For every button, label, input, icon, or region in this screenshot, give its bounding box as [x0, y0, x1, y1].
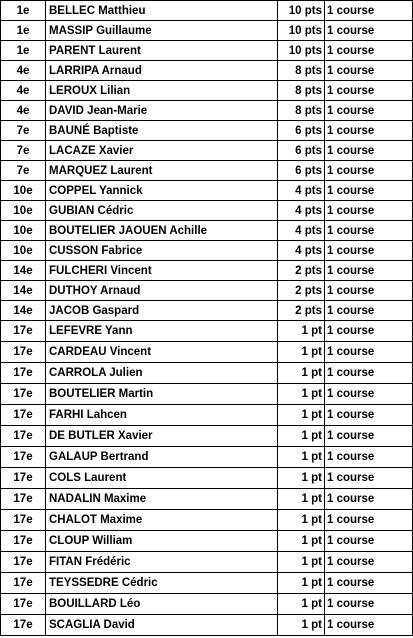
points-cell: 1 pt: [278, 426, 325, 447]
table-row: [1, 261, 413, 281]
name-cell: CLOUP William: [46, 531, 278, 552]
races-cell: 1 course: [325, 468, 413, 489]
name-cell: FITAN Frédéric: [46, 552, 278, 573]
rank-cell: 17e: [1, 321, 46, 342]
name-cell: MARQUEZ Laurent: [46, 161, 278, 181]
points-cell: 1 pt: [278, 363, 325, 384]
table-row: [1, 141, 413, 161]
table-row: [1, 342, 413, 363]
races-cell: 1 course: [325, 201, 413, 221]
points-cell: 10 pts: [278, 1, 325, 21]
table-row: [1, 468, 413, 489]
races-cell: 1 course: [325, 81, 413, 101]
points-cell: 1 pt: [278, 489, 325, 510]
races-cell: 1 course: [325, 615, 413, 636]
name-cell: LEROUX Lilian: [46, 81, 278, 101]
table-row: [1, 384, 413, 405]
rank-cell: 17e: [1, 510, 46, 531]
table-row: [1, 21, 413, 41]
points-cell: 1 pt: [278, 552, 325, 573]
table-row: [1, 161, 413, 181]
rank-cell: 4e: [1, 81, 46, 101]
name-cell: CARROLA Julien: [46, 363, 278, 384]
points-cell: 6 pts: [278, 141, 325, 161]
name-cell: CUSSON Fabrice: [46, 241, 278, 261]
name-cell: DE BUTLER Xavier: [46, 426, 278, 447]
name-cell: NADALIN Maxime: [46, 489, 278, 510]
table-row: [1, 221, 413, 241]
table-row: [1, 181, 413, 201]
races-cell: 1 course: [325, 21, 413, 41]
races-cell: 1 course: [325, 241, 413, 261]
races-cell: 1 course: [325, 405, 413, 426]
rank-cell: 1e: [1, 1, 46, 21]
races-cell: 1 course: [325, 552, 413, 573]
points-cell: 4 pts: [278, 201, 325, 221]
rank-cell: 17e: [1, 531, 46, 552]
rank-cell: 10e: [1, 221, 46, 241]
table-row: [1, 594, 413, 615]
points-cell: 1 pt: [278, 594, 325, 615]
name-cell: MASSIP Guillaume: [46, 21, 278, 41]
points-cell: 1 pt: [278, 405, 325, 426]
name-cell: BOUTELIER Martin: [46, 384, 278, 405]
points-cell: 1 pt: [278, 342, 325, 363]
name-cell: FARHI Lahcen: [46, 405, 278, 426]
name-cell: GUBIAN Cédric: [46, 201, 278, 221]
table-row: [1, 61, 413, 81]
points-cell: 10 pts: [278, 41, 325, 61]
races-cell: 1 course: [325, 161, 413, 181]
races-cell: 1 course: [325, 41, 413, 61]
name-cell: BAUNÉ Baptiste: [46, 121, 278, 141]
rank-cell: 7e: [1, 121, 46, 141]
table-row: [1, 41, 413, 61]
name-cell: TEYSSEDRE Cédric: [46, 573, 278, 594]
table-row: [1, 301, 413, 321]
rank-cell: 1e: [1, 21, 46, 41]
races-cell: 1 course: [325, 384, 413, 405]
rank-cell: 17e: [1, 552, 46, 573]
table-row: [1, 489, 413, 510]
name-cell: DUTHOY Arnaud: [46, 281, 278, 301]
name-cell: COLS Laurent: [46, 468, 278, 489]
rank-cell: 17e: [1, 405, 46, 426]
rank-cell: 10e: [1, 201, 46, 221]
points-cell: 1 pt: [278, 468, 325, 489]
races-cell: 1 course: [325, 1, 413, 21]
points-cell: 8 pts: [278, 101, 325, 121]
name-cell: CARDEAU Vincent: [46, 342, 278, 363]
table-row: [1, 447, 413, 468]
rank-cell: 7e: [1, 161, 46, 181]
table-row: [1, 552, 413, 573]
races-cell: 1 course: [325, 61, 413, 81]
races-cell: 1 course: [325, 510, 413, 531]
table-row: [1, 573, 413, 594]
rank-cell: 17e: [1, 573, 46, 594]
points-cell: 1 pt: [278, 447, 325, 468]
rank-cell: 17e: [1, 594, 46, 615]
points-cell: 4 pts: [278, 221, 325, 241]
ranking-table-body: [1, 1, 413, 636]
races-cell: 1 course: [325, 531, 413, 552]
table-row: [1, 405, 413, 426]
table-row: [1, 321, 413, 342]
races-cell: 1 course: [325, 426, 413, 447]
name-cell: GALAUP Bertrand: [46, 447, 278, 468]
rank-cell: 14e: [1, 301, 46, 321]
name-cell: PARENT Laurent: [46, 41, 278, 61]
rank-cell: 17e: [1, 468, 46, 489]
table-row: [1, 241, 413, 261]
rank-cell: 17e: [1, 384, 46, 405]
races-cell: 1 course: [325, 101, 413, 121]
rank-cell: 14e: [1, 281, 46, 301]
name-cell: SCAGLIA David: [46, 615, 278, 636]
rank-cell: 10e: [1, 241, 46, 261]
rank-cell: 4e: [1, 101, 46, 121]
points-cell: 8 pts: [278, 81, 325, 101]
table-row: [1, 281, 413, 301]
races-cell: 1 course: [325, 221, 413, 241]
table-row: [1, 363, 413, 384]
races-cell: 1 course: [325, 281, 413, 301]
points-cell: 2 pts: [278, 281, 325, 301]
table-row: [1, 201, 413, 221]
points-cell: 1 pt: [278, 510, 325, 531]
name-cell: CHALOT Maxime: [46, 510, 278, 531]
name-cell: LACAZE Xavier: [46, 141, 278, 161]
table-row: [1, 81, 413, 101]
races-cell: 1 course: [325, 301, 413, 321]
name-cell: LARRIPA Arnaud: [46, 61, 278, 81]
races-cell: 1 course: [325, 342, 413, 363]
name-cell: BOUTELIER JAOUEN Achille: [46, 221, 278, 241]
name-cell: COPPEL Yannick: [46, 181, 278, 201]
name-cell: BOUILLARD Léo: [46, 594, 278, 615]
table-row: [1, 510, 413, 531]
races-cell: 1 course: [325, 121, 413, 141]
points-cell: 1 pt: [278, 573, 325, 594]
points-cell: 4 pts: [278, 241, 325, 261]
name-cell: JACOB Gaspard: [46, 301, 278, 321]
rank-cell: 14e: [1, 261, 46, 281]
rank-cell: 17e: [1, 426, 46, 447]
races-cell: 1 course: [325, 573, 413, 594]
points-cell: 1 pt: [278, 321, 325, 342]
points-cell: 4 pts: [278, 181, 325, 201]
points-cell: 6 pts: [278, 161, 325, 181]
rank-cell: 17e: [1, 489, 46, 510]
name-cell: LEFEVRE Yann: [46, 321, 278, 342]
points-cell: 6 pts: [278, 121, 325, 141]
points-cell: 1 pt: [278, 384, 325, 405]
rank-cell: 4e: [1, 61, 46, 81]
rank-cell: 17e: [1, 615, 46, 636]
races-cell: 1 course: [325, 181, 413, 201]
table-row: [1, 426, 413, 447]
points-cell: 10 pts: [278, 21, 325, 41]
races-cell: 1 course: [325, 261, 413, 281]
rank-cell: 17e: [1, 447, 46, 468]
races-cell: 1 course: [325, 363, 413, 384]
name-cell: DAVID Jean-Marie: [46, 101, 278, 121]
name-cell: BELLEC Matthieu: [46, 1, 278, 21]
rank-cell: 7e: [1, 141, 46, 161]
races-cell: 1 course: [325, 141, 413, 161]
table-row: [1, 1, 413, 21]
points-cell: 2 pts: [278, 301, 325, 321]
table-row: [1, 615, 413, 636]
table-row: [1, 531, 413, 552]
rank-cell: 17e: [1, 342, 46, 363]
races-cell: 1 course: [325, 321, 413, 342]
points-cell: 8 pts: [278, 61, 325, 81]
rank-cell: 17e: [1, 363, 46, 384]
rank-cell: 1e: [1, 41, 46, 61]
races-cell: 1 course: [325, 447, 413, 468]
races-cell: 1 course: [325, 489, 413, 510]
points-cell: 2 pts: [278, 261, 325, 281]
points-cell: 1 pt: [278, 615, 325, 636]
rank-cell: 10e: [1, 181, 46, 201]
table-row: [1, 121, 413, 141]
races-cell: 1 course: [325, 594, 413, 615]
points-cell: 1 pt: [278, 531, 325, 552]
name-cell: FULCHERI Vincent: [46, 261, 278, 281]
table-row: [1, 101, 413, 121]
